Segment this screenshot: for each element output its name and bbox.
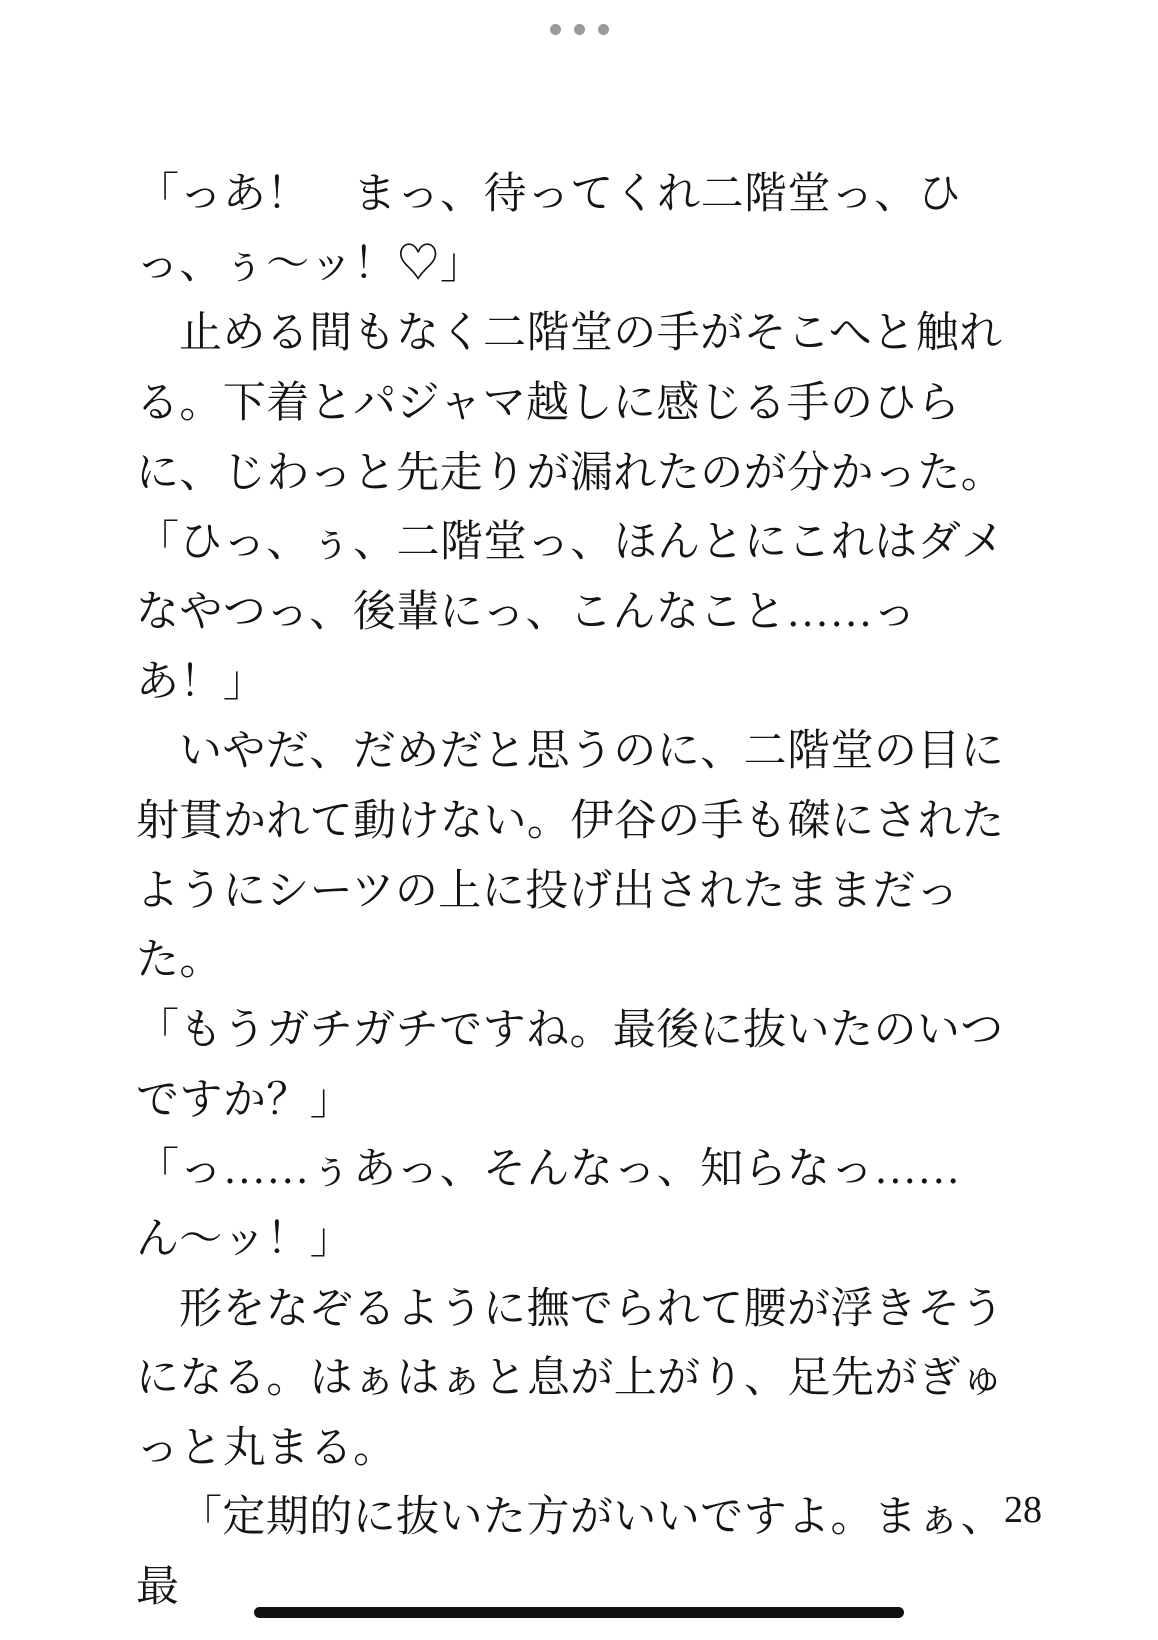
- paragraph: 止める間もなく二階堂の手がそこへと触れる。下着とパジャマ越しに感じる手のひらに、じわっと先走りが漏れたのが分かった。: [136, 310, 1005, 497]
- paragraph: 「っあ！ まっ、待ってくれ二階堂っ、ひっ、ぅ〜ッ！♡」: [136, 171, 962, 288]
- menu-dot-icon: [574, 24, 585, 35]
- paragraph: 形をなぞるように撫でられて腰が浮きそうになる。はぁはぁと息が上がり、足先がぎゅっと丸まる。: [136, 1285, 1005, 1472]
- paragraph: 「っ……ぅあっ、そんなっ、知らなっ……ん〜ッ！」: [136, 1146, 961, 1263]
- paragraph: 「定期的に抜いた方がいいですよ。まぁ、最: [136, 1494, 1005, 1612]
- reader-menu-dots[interactable]: [0, 14, 1158, 44]
- paragraph: いやだ、だめだと思うのに、二階堂の目に射貫かれて動けない。伊谷の手も磔にされたようにシーツの上に投げ出されたままだった。: [136, 728, 1005, 985]
- home-indicator[interactable]: [254, 1607, 904, 1618]
- paragraph: 「もうガチガチですね。最後に抜いたのいつですか？」: [136, 1006, 1004, 1124]
- menu-dot-icon: [550, 24, 561, 35]
- menu-dot-icon: [598, 24, 609, 35]
- paragraph: 「ひっ、ぅ、二階堂っ、ほんとにこれはダメなやつっ、後輩にっ、こんなこと……っあ！」: [136, 519, 1005, 706]
- page-text-body: [136, 160, 1016, 1623]
- page-number: 28: [1004, 1489, 1042, 1531]
